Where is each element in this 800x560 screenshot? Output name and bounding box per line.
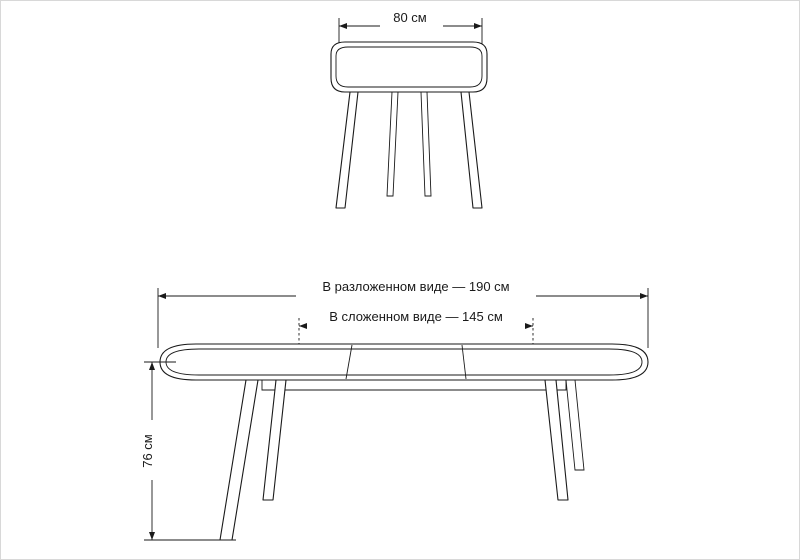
length-extended-arrow-right bbox=[640, 293, 648, 299]
side-apron bbox=[262, 380, 566, 390]
width-arrow-right bbox=[474, 23, 482, 29]
height-arrow-top bbox=[149, 362, 155, 370]
width-dimension-label: 80 см bbox=[393, 10, 427, 25]
side-tabletop bbox=[160, 344, 648, 380]
length-folded-label: В сложенном виде — 145 см bbox=[329, 309, 503, 324]
front-leg-right bbox=[461, 92, 482, 208]
side-leg-back-left bbox=[263, 380, 286, 500]
width-arrow-left bbox=[339, 23, 347, 29]
front-leg-back-right bbox=[421, 92, 431, 196]
side-leg-front-left bbox=[220, 380, 258, 540]
side-view-group bbox=[140, 279, 648, 540]
front-leg-back-left bbox=[387, 92, 398, 196]
side-leg-front-right bbox=[566, 380, 584, 470]
length-extended-label: В разложенном виде — 190 см bbox=[322, 279, 510, 294]
length-folded-arrow-right bbox=[525, 323, 533, 329]
side-legs bbox=[220, 380, 584, 540]
front-leg-left bbox=[336, 92, 358, 208]
height-dimension-group bbox=[140, 362, 236, 540]
length-extended-arrow-left bbox=[158, 293, 166, 299]
side-leg-back-right bbox=[545, 380, 568, 500]
front-view-group bbox=[331, 10, 487, 208]
height-arrow-bottom bbox=[149, 532, 155, 540]
length-folded-arrow-left bbox=[299, 323, 307, 329]
height-dimension-label: 76 см bbox=[140, 434, 155, 468]
front-tabletop bbox=[331, 42, 487, 92]
front-legs bbox=[336, 92, 482, 208]
